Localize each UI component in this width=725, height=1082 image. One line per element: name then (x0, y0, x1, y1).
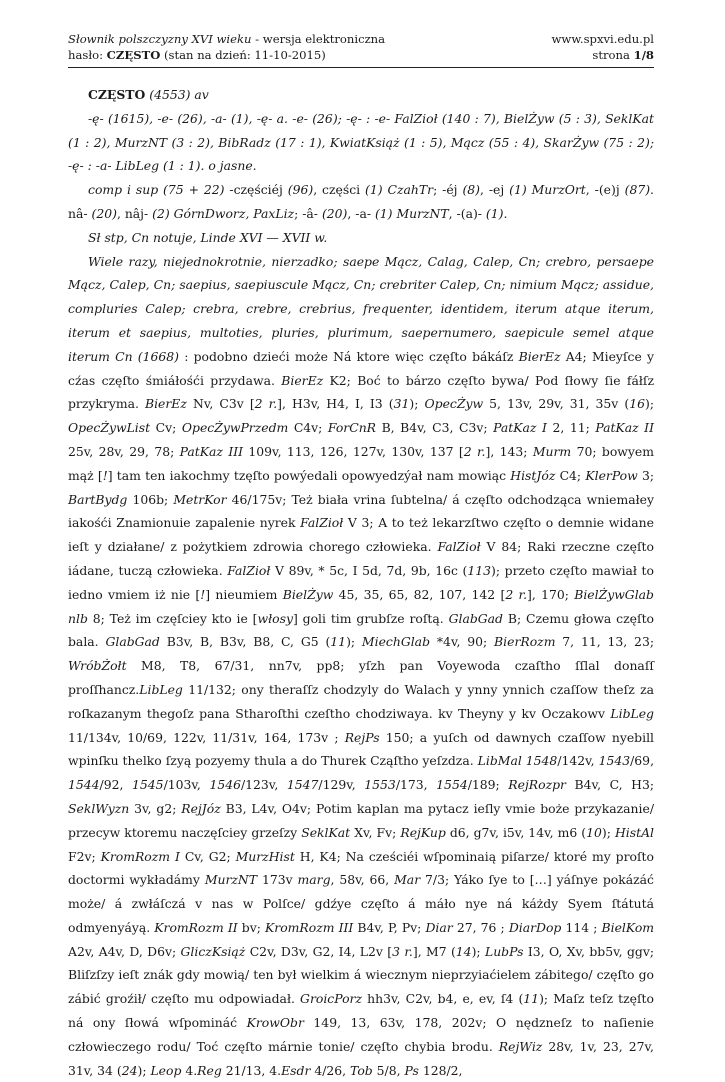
body-text: *4v, 90; (430, 634, 495, 650)
body-text: C4v; (288, 420, 328, 436)
body-text: K2; Boć to bárzo częſto bywa/ Pod ſłowy ſie fáłſz przykryma. (68, 372, 654, 412)
body-text: /142v, (557, 753, 599, 769)
body-text: ; -â- (294, 205, 322, 221)
body-text: B, B4v, C3, C3v; (376, 420, 494, 436)
body-text: 173v (257, 872, 298, 888)
body-text: Xv, Fv; (350, 824, 401, 840)
italic-text: FalZioł (300, 515, 344, 531)
body-text: 114 ; (561, 919, 602, 935)
italic-text: 14 (455, 943, 472, 959)
italic-text: Mar (394, 872, 421, 888)
body-text: , -(e)j (585, 182, 625, 198)
body-text: 7/3; Yáko ſye to […] yáſnye pokázáć może/ á zwłáſczá v nas w Polſce/ gdźye częſto á máło nye ná káżdy Syem ſtátutá odmyenyáyą. (68, 872, 655, 935)
italic-text: KlerPow (585, 467, 638, 483)
italic-text: LubPs (484, 943, 524, 959)
italic-text: GlabGad (105, 634, 160, 650)
body-text: 28v, 1v, 23, 27v, 31v, 34 ( (68, 1038, 654, 1078)
italic-text: Reg (197, 1062, 222, 1078)
italic-text: 1547 (286, 777, 319, 793)
italic-text: OpecŻywPrzedm (181, 420, 289, 436)
page-number (592, 47, 654, 63)
body-text: Nv, C3v [ (186, 396, 255, 412)
italic-text: 2 r. (505, 586, 528, 602)
italic-text: RejPs (344, 729, 380, 745)
italic-text: comp i sup (75 + 22) (88, 182, 225, 198)
italic-text: MiechGlab (361, 634, 431, 650)
italic-text: GlabGad (448, 610, 503, 626)
haslo-info (68, 47, 326, 63)
italic-text: 3 r. (392, 943, 413, 959)
body-text: ] goli tim grubſze roſtą. (292, 610, 449, 626)
body-text: ); (601, 824, 615, 840)
italic-text: ! (102, 467, 108, 483)
body-text: /69, (630, 753, 655, 769)
italic-text: RejRozpr (508, 777, 566, 793)
italic-text: włosy (257, 610, 293, 626)
italic-text: 10 (586, 824, 602, 840)
italic-text: 11 (330, 634, 347, 650)
body-text: : podobno dzieći może Ná ktore więc częſto bákáſz (179, 348, 519, 364)
body-text: hh3v, C2v, b4, e, ev, ſ4 ( (361, 991, 524, 1007)
italic-text: 24 (121, 1062, 138, 1078)
haslo-label: hasło: (68, 48, 107, 62)
body-text: V 84; Raki rzeczne częſto iádane, tuczą człowieka. (68, 539, 654, 578)
body-text: ], 170; (527, 586, 575, 602)
italic-text: (1) (485, 205, 504, 221)
entry-paragraph (68, 226, 654, 250)
body-text: B; Czemu głowa częſto bala. (68, 610, 655, 650)
entry-paragraphs (68, 107, 654, 1082)
stan-date: (stan na dzień: 11-10-2015) (160, 48, 326, 62)
italic-text: RejWiz (498, 1038, 543, 1054)
part-of-speech: av (190, 87, 209, 102)
italic-text: ForCnR (327, 420, 377, 436)
italic-text: SeklWyzn (68, 800, 130, 816)
body-text: bv; (237, 919, 266, 935)
body-text: H, K4; Na cześciéi wſpominaią piſarze/ ktoré my proſto doctormi wykładámy (68, 848, 654, 888)
body-text: /129v, (318, 777, 365, 793)
body-text: 46/175v; Też biała vrina ſubtelna/ á częſto odchodząca wniemałey iakośći Znamionuie zapalenie nyrek (68, 491, 655, 531)
italic-text: Tob (350, 1062, 373, 1078)
entry-paragraph (68, 178, 654, 226)
italic-text: KrowObr (246, 1015, 304, 1031)
body-text: V 3; A to też lekarzſtwo częſto o demnie widane ieſt y działane/ z pożytkiem zdrowia chorego człowieka. (68, 515, 654, 555)
italic-text: 1554 (436, 777, 468, 793)
strona-label: strona (592, 48, 634, 62)
body-text: 3; (637, 467, 655, 483)
body-text: ], M7 ( (412, 943, 456, 959)
headword: CZĘSTO (88, 87, 146, 102)
italic-text: BartBydg (68, 491, 128, 507)
body-text: I3, O, Xv, bb5v, ggv; Bliſzſzy ieſt znák gdy mowią/ ten był wielkim á wiecznym nieprzyiaćielem zábitego/ częſto go zábić groźił/ częſto mu odpowiadał. (68, 943, 654, 1007)
italic-text: PatKaz II (595, 420, 654, 436)
body-text: 106b; (127, 491, 174, 507)
italic-text: (1) MurzNT (374, 205, 449, 221)
page-total: /8 (641, 48, 654, 62)
italic-text: MurzNT (204, 872, 258, 888)
italic-text: KromRozm II (154, 919, 238, 935)
italic-text: BierRozm (494, 634, 556, 650)
body-text: A4; Mieyſce y cźas częſto śmiáłośći przydawa. (68, 348, 654, 388)
body-text: 5/8, (372, 1062, 405, 1078)
italic-text: FalZioł (437, 539, 481, 555)
italic-text: (96) (287, 182, 314, 198)
entry-paragraph (68, 250, 654, 1082)
italic-text: Murm (532, 443, 572, 459)
entry-paragraph (68, 107, 654, 178)
italic-text: 1543 (598, 753, 631, 769)
italic-text: OpecŻywList (68, 420, 151, 436)
italic-text: 1546 (209, 777, 241, 793)
body-text: C2v, D3v, G2, I4, L2v [ (245, 943, 393, 959)
body-text: ], H3v, H4, I, I3 ( (277, 396, 394, 412)
italic-text: (1) MurzOrt (509, 182, 586, 198)
body-text: V 89v, * 5c, I 5d, 7d, 9b, 16c ( (270, 562, 468, 578)
body-text: . (503, 205, 508, 221)
italic-text: FalZioł (227, 562, 271, 578)
body-text: Cv; (150, 420, 182, 436)
body-text: F2v; (68, 848, 101, 864)
italic-text: BierEz (281, 372, 324, 388)
italic-text: (2) GórnDworz, PaxLiz (152, 205, 295, 221)
body-text: 25v, 28v, 29, 78; (68, 443, 180, 459)
italic-text: BierEz (144, 396, 187, 412)
italic-text: Ps (404, 1062, 419, 1078)
body-text: 27, 76 ; (452, 919, 509, 935)
italic-text: KromRozm III (265, 919, 354, 935)
body-text: 21/13, 4. (221, 1062, 282, 1078)
italic-text: OpecŻyw (424, 396, 484, 412)
italic-text: marg (297, 872, 331, 888)
body-text: M8, T8, 67/31, nn7v, pp8; yſzh pan Voyewoda czaſtho ſſlal donaſſ proſſhancz. (68, 658, 654, 697)
body-text: ); (645, 396, 655, 412)
italic-text: KromRozm I (100, 848, 180, 864)
italic-text: BielŻywGlab nlb (68, 586, 654, 626)
italic-text: HistAl (614, 824, 654, 840)
body-text: 8; Też im częſciey kto ie [ (87, 610, 258, 626)
body-text: ); przeto częſto mawiał to iedno vmiem iż nie [ (68, 562, 654, 602)
body-text: /173, (395, 777, 437, 793)
body-text: B3v, B, B3v, B8, C, G5 ( (159, 634, 331, 650)
italic-text: 31 (393, 396, 410, 412)
header-row-1 (68, 31, 654, 47)
italic-text: RejKup (400, 824, 446, 840)
italic-text: 113 (467, 562, 492, 578)
occurrence-count: (4553) (145, 87, 191, 102)
italic-text: 1544 (68, 777, 100, 793)
body-text: 11/132; ony theraſſz chodzyly do Walach y ynny ynnich czaſſow theſz za roſkazanym thegoſz pana Stharoſthi czeſtho chodziwaya. kv Theyny y kv Oczakowv (68, 681, 654, 721)
body-text: 7, 11, 13, 23; (555, 634, 654, 650)
italic-text: RejJóz (181, 800, 221, 816)
body-text: 5, 13v, 29v, 31, 35v ( (483, 396, 630, 412)
body-text: d6, g7v, i5v, 14v, m6 ( (445, 824, 587, 840)
italic-text: LibLeg (610, 705, 654, 721)
body-text: -częściéj (224, 182, 288, 198)
italic-text: (8) (462, 182, 480, 198)
body-text: 11/134v, 10/69, 122v, 11/31v, 164, 173v ; (68, 729, 345, 745)
italic-text: SeklKat (301, 824, 351, 840)
italic-text: (87) (624, 182, 651, 198)
entry-content (68, 83, 654, 1082)
body-text: C4; (555, 467, 586, 483)
body-text: ] tam ten iakochmy tzęſto powýedali opowyedzýał nam mowiąc (107, 467, 511, 483)
website-link[interactable]: www.spxvi.edu.pl (551, 32, 654, 46)
body-text: 149, 13, 63v, 178, 202v; O nędzneſz to naſienie człowieczego rodu/ Toć częſto márnie tonie/ częſto chybia brodu. (68, 1015, 654, 1054)
italic-text: BierEz (518, 348, 561, 364)
italic-text: 1553 (364, 777, 396, 793)
title-separator: - (251, 32, 263, 46)
header-title (68, 31, 385, 47)
body-text: , 58v, 66, (330, 872, 395, 888)
body-text: ] nieumiem (205, 586, 283, 602)
italic-text: GliczKsiąż (180, 943, 246, 959)
body-text: ); (137, 1062, 151, 1078)
body-text: /103v, (163, 777, 210, 793)
body-text: 4/26, (310, 1062, 351, 1078)
italic-text: HistJóz (510, 467, 556, 483)
body-text: Cv, G2; (179, 848, 236, 864)
italic-text: LibMal 1548 (477, 753, 558, 769)
italic-text: 11 (523, 991, 540, 1007)
haslo-word: CZĘSTO (106, 48, 161, 62)
italic-text: (20) (321, 205, 348, 221)
italic-text: 1545 (132, 777, 164, 793)
body-text: , -(a)- (448, 205, 486, 221)
italic-text: Sł stp, Cn notuje, Linde XVI — XVII w. (88, 229, 328, 245)
body-text: B4v, P, Pv; (353, 919, 426, 935)
italic-text: MurzHist (235, 848, 295, 864)
body-text: 109v, 113, 126, 127v, 130v, 137 [ (243, 443, 464, 459)
body-text: 70; bowyem mąż [ (68, 443, 654, 483)
page-header (68, 31, 654, 68)
italic-text: BielŻyw (282, 586, 334, 602)
dictionary-title: Słownik polszczyzny XVI wieku (68, 32, 252, 46)
header-row-2 (68, 47, 654, 63)
body-text: B4v, C, H3; (565, 777, 655, 793)
italic-text: (20) (91, 205, 117, 221)
italic-text: ! (200, 586, 206, 602)
body-text: . nâ- (68, 182, 654, 221)
italic-text: -ę- (1615), -e- (26), -a- (1), -ę- a. -e- (26); -ę- : -e- FalZioł (140 : 7), BielŻyw (5 : 3), SeklKat (1 : 2), MurzNT (3 : 2), BibRadz (17 : 1), KwiatKsiąż (1 : 5), Mącz (55 : 4), SkarŻyw (75 : 2); -ę- : -a- LibLeg (1 : 1). o jasne. (68, 110, 654, 174)
italic-text: Wiele razy, niejednokrotnie, nierzadko; saepe Mącz, Calag, Calep, Cn; crebro, persaepe Mącz, Calep, Cn; saepius, saepiuscule Mącz, Cn; crebriter Calep, Cn; nimium Mącz; assidue, compluries Calep; crebra, crebre, crebrius, frequenter, identidem, iterum atque iterum, iterum et saepius, multoties, pluries, plurimum, saepernumero, saepicule semel atque iterum Cn (1668) (68, 253, 654, 364)
body-text: 3v, g2; (129, 800, 182, 816)
italic-text: 2 r. (463, 443, 486, 459)
italic-text: GroicPorz (300, 991, 362, 1007)
body-text: ; -éj (433, 182, 463, 198)
italic-text: Diar (425, 919, 453, 935)
italic-text: LibLeg (139, 681, 183, 697)
body-text: 4. (181, 1062, 198, 1078)
italic-text: MetrKor (173, 491, 227, 507)
italic-text: Leop (150, 1062, 182, 1078)
italic-text: (1) CzahTr (365, 182, 434, 198)
body-text: , nâj- (116, 205, 153, 221)
body-text: 2, 11; (546, 420, 596, 436)
body-text: 128/2, (418, 1062, 463, 1078)
body-text: 150; a yuſch od dawnych czaſſow nyebill wpinſku thelko ſzyą pozyemy thula a do Thurek Cząſtho yeſzdza. (68, 729, 654, 769)
italic-text: 16 (629, 396, 645, 412)
entry-lemma-line (68, 83, 654, 107)
body-text: ], 143; (485, 443, 533, 459)
body-text: B3, L4v, O4v; Potim kaplan ma pytacz ieſly vmie boże przykazanie/ przecyw ktoremu naczęſciey grzeſzy (68, 800, 654, 840)
body-text: , części (313, 182, 366, 198)
italic-text: BielKom (601, 919, 655, 935)
body-text: , -ej (480, 182, 510, 198)
body-text: A2v, A4v, D, D6v; (68, 943, 181, 959)
body-text: 45, 35, 65, 82, 107, 142 [ (333, 586, 506, 602)
body-text: /123v, (240, 777, 287, 793)
italic-text: DiarDop (508, 919, 562, 935)
body-text: ); (409, 396, 425, 412)
italic-text: WróbŻołt (68, 658, 127, 674)
body-text: , -a- (347, 205, 375, 221)
italic-text: PatKaz III (179, 443, 244, 459)
page-current: 1 (633, 48, 642, 62)
italic-text: PatKaz I (493, 420, 547, 436)
body-text: ); (346, 634, 362, 650)
body-text: /92, (99, 777, 133, 793)
body-text: ); Maſz teſz tzęſto ná ony ſłowá wſpomináć (68, 991, 654, 1031)
body-text: /189; (467, 777, 509, 793)
body-text: ); (471, 943, 485, 959)
italic-text: 2 r. (254, 396, 278, 412)
italic-text: Esdr (281, 1062, 311, 1078)
edition-label: wersja elektroniczna (262, 32, 386, 46)
